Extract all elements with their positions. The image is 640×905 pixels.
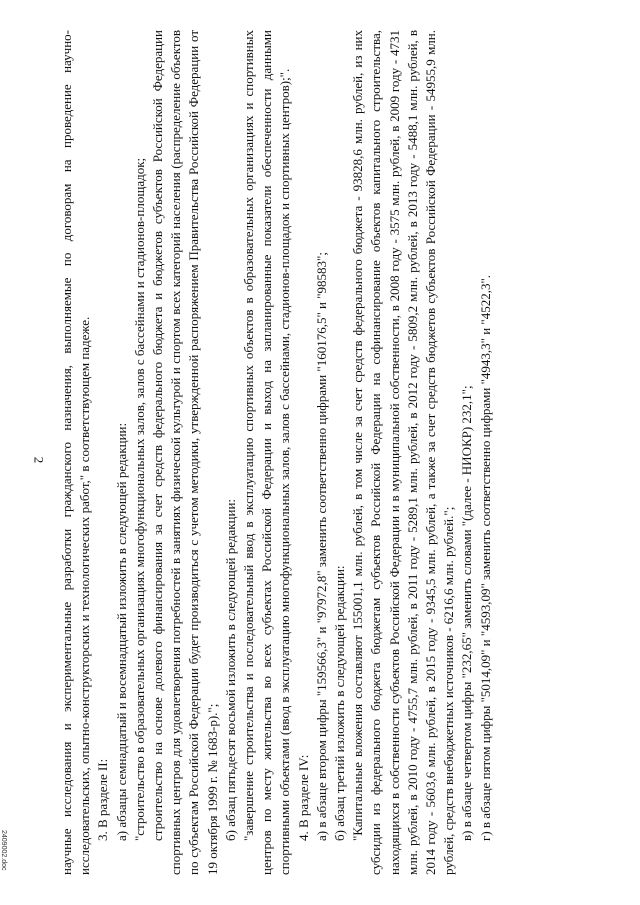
document-text [58, 30, 593, 875]
paragraph: "Капитальные вложения составляют 155001,1 млн. рублей, в том числе за счет средств федерального бюджета - 93828,6 млн. рублей, из них субсидии из федерального бюджета бюджетам субъектов Российской Федерации на софинансирование объектов капитального строительства, находящихся в собственности субъектов Российской Федерации и в муниципальной собственности, в 2008 году - 3575 млн. рублей, в 2009 году - 4731 млн. рублей, в 2010 году - 4755,7 млн. рублей, в 2011 году - 5289,1 млн. рублей, в 2012 году - 5809,2 млн. рублей, в 2013 году - 5488,1 млн. рублей, в 2014 году - 5603,6 млн. рублей, в 2015 году - 9345,5 млн. рублей, а также за счет средств бюджетов субъектов Российской Федерации - 54955,9 млн. рублей, средств внебюджетных источников - 6216,6 млн. рублей."; [350, 30, 457, 875]
paragraph: 3. В разделе II: [95, 758, 111, 841]
paragraph: научные исследования и экспериментальные разработки гражданского назначения, выполняемые по договорам на проведение научно-исследовательских, опытно-конструкторских и технологических работ," в соответствующем падеже. [59, 30, 93, 875]
paragraph: в) в абзаце четвертом цифры "232,65" заменить словами "(далее - НИОКР) 232,1"; [459, 385, 475, 841]
paragraph: г) в абзаце пятом цифры "5014,09" и "4593,09" заменить соответственно цифрами "4943,3" и "4522,3". [477, 274, 493, 841]
paragraph: а) в абзаце втором цифры "159566,3" и "97972,8" заменить соответственно цифрами "160176,5" и "98583"; [313, 252, 329, 841]
document-body-rotated [58, 30, 593, 875]
paragraph: б) абзац третий изложить в следующей редакции: [332, 565, 348, 841]
paragraph: 4. В разделе IV: [295, 754, 311, 841]
paragraph: а) абзацы семнадцатый и восемнадцатый изложить в следующей редакции: [113, 422, 129, 841]
paragraph: строительство на основе долевого финансирования за счет средств федерального бюджета и бюджетов субъектов Российской Федерации спортивных центров для удовлетворения потребностей в занятиях физической культурой и спортом всех категорий населения (распределение объектов по субъектам Российской Федерации будет производиться с учетом методики, утвержденной распоряжением Правительства Российской Федерации от 19 октября 1999 г. № 1683-р)."; [150, 30, 220, 875]
paragraph: "строительство в образовательных организациях многофункциональных залов, залов с бассейнами и стадионов-площадок; [131, 157, 147, 841]
paragraph: б) абзац пятьдесят восьмой изложить в следующей редакции: [222, 498, 238, 841]
page-number: 2 [31, 456, 47, 464]
file-id: 2409002.doc [0, 830, 7, 871]
paragraph: "завершение строительства и последовательный ввод в эксплуатацию спортивных объектов в образовательных организациях и спортивных центров по месту жительства во всех субъектах Российской Федерации и выход на запланированные показатели обеспеченности данными спортивными объектами (ввод в эксплуатацию многофункциональных залов, залов с бассейнами, стадионов-площадок и спортивных центров);". [241, 30, 293, 875]
